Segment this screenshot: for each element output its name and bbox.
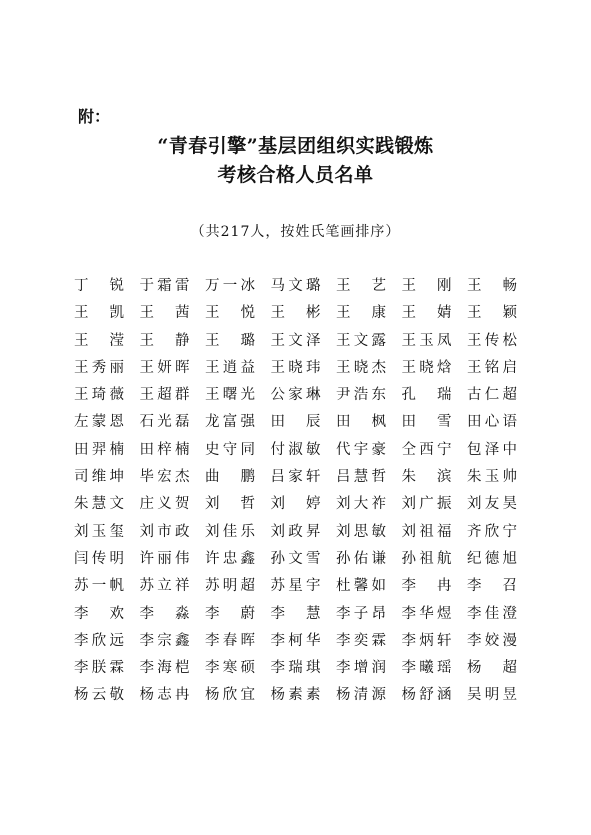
person-name: 司维坤 xyxy=(74,469,124,486)
person-name: 王 悦 xyxy=(205,305,255,322)
person-name: 王 婧 xyxy=(401,305,452,322)
person-name: 孙文雪 xyxy=(270,550,321,567)
person-name: 田 枫 xyxy=(336,414,386,431)
person-name: 李 淼 xyxy=(139,605,190,622)
person-name: 王 滢 xyxy=(74,332,124,349)
person-name: 李炳轩 xyxy=(401,632,452,649)
person-name: 闫传明 xyxy=(74,550,124,567)
person-name: 庄义贺 xyxy=(139,496,190,513)
person-name: 刘大祚 xyxy=(336,496,386,513)
person-name: 王晓玮 xyxy=(270,359,321,376)
person-name: 王 彬 xyxy=(270,305,321,322)
person-name: 王 畅 xyxy=(467,278,517,294)
person-name: 毕宏杰 xyxy=(139,469,190,486)
person-name: 刘广振 xyxy=(401,496,452,513)
person-name: 刘 婷 xyxy=(270,496,321,513)
person-name: 付淑敏 xyxy=(270,441,321,458)
person-name: 李寒硕 xyxy=(205,660,255,677)
person-name: 万一冰 xyxy=(205,278,255,294)
person-name: 田梓楠 xyxy=(139,441,190,458)
person-name: 苏立祥 xyxy=(139,578,190,595)
person-name: 田 雪 xyxy=(401,414,452,431)
person-name: 许丽伟 xyxy=(139,550,190,567)
person-name: 王 康 xyxy=(336,305,386,322)
person-name: 孙佑谦 xyxy=(336,550,386,567)
person-name: 齐欣宁 xyxy=(467,523,517,540)
person-name: 王 刚 xyxy=(401,278,452,294)
person-name: 吕慧哲 xyxy=(336,469,386,486)
person-name: 杜馨如 xyxy=(336,578,386,595)
person-name: 杨清源 xyxy=(336,687,386,704)
person-name: 公家琳 xyxy=(270,387,321,404)
person-name: 吕家轩 xyxy=(270,469,321,486)
person-name: 丁 锐 xyxy=(74,278,124,294)
person-name: 刘思敏 xyxy=(336,523,386,540)
person-name: 李佳澄 xyxy=(467,605,517,622)
person-name: 杨欣宜 xyxy=(205,687,255,704)
person-name: 王逍益 xyxy=(205,359,255,376)
person-name: 苏一帆 xyxy=(74,578,124,595)
person-name: 刘政昇 xyxy=(270,523,321,540)
person-name: 李欣远 xyxy=(74,632,124,649)
person-name: 史守同 xyxy=(205,441,255,458)
person-name: 王超群 xyxy=(139,387,190,404)
person-name: 李奕霖 xyxy=(336,632,386,649)
document-title-line-2: 考核合格人员名单 xyxy=(217,164,374,186)
person-name: 李华煜 xyxy=(401,605,452,622)
person-name: 刘玉玺 xyxy=(74,523,124,540)
person-name: 李 冉 xyxy=(401,578,452,595)
document-subtitle: （共217人，按姓氏笔画排序） xyxy=(190,224,401,240)
person-name: 孙祖航 xyxy=(401,550,452,567)
person-name: 曲 鹏 xyxy=(205,469,255,486)
person-name: 王秀丽 xyxy=(74,359,124,376)
document-title-line-1: “青春引擎”基层团组织实践锻炼 xyxy=(157,135,434,157)
person-name: 王文泽 xyxy=(270,332,321,349)
person-name: 古仁超 xyxy=(467,387,517,404)
person-name: 刘祖福 xyxy=(401,523,452,540)
person-name: 田 辰 xyxy=(270,414,321,431)
person-name: 王传松 xyxy=(467,332,517,349)
person-name: 王文露 xyxy=(336,332,386,349)
person-name: 王 艺 xyxy=(336,278,386,294)
person-name: 王 静 xyxy=(139,332,190,349)
person-name: 杨云敬 xyxy=(74,687,124,704)
person-name: 王玉凤 xyxy=(401,332,452,349)
person-name: 孔 瑞 xyxy=(401,387,452,404)
person-name: 苏星宇 xyxy=(270,578,321,595)
person-name: 朱玉帅 xyxy=(467,469,517,486)
person-name: 朱 滨 xyxy=(401,469,452,486)
attachment-label: 附： xyxy=(78,107,111,126)
person-name: 马文璐 xyxy=(270,278,321,294)
person-name: 李柯华 xyxy=(270,632,321,649)
person-name: 田羿楠 xyxy=(74,441,124,458)
person-name: 石光磊 xyxy=(139,414,190,431)
person-name: 刘市政 xyxy=(139,523,190,540)
person-name: 刘友昊 xyxy=(467,496,517,513)
person-name: 杨素素 xyxy=(270,687,321,704)
person-name: 李春晖 xyxy=(205,632,255,649)
person-name: 代宇豪 xyxy=(336,441,386,458)
person-name: 王 茜 xyxy=(139,305,190,322)
person-name: 尹浩东 xyxy=(336,387,386,404)
person-name: 左蒙恩 xyxy=(74,414,124,431)
person-name: 王晓杰 xyxy=(336,359,386,376)
person-name: 王铭启 xyxy=(467,359,517,376)
person-name: 李 蔚 xyxy=(205,605,255,622)
person-name: 吴明昱 xyxy=(467,687,517,704)
name-list xyxy=(74,276,533,713)
person-name: 杨志冉 xyxy=(139,687,190,704)
person-name: 纪德旭 xyxy=(467,550,517,567)
person-name: 许忠鑫 xyxy=(205,550,255,567)
person-name: 李瑞琪 xyxy=(270,660,321,677)
person-name: 李 慧 xyxy=(270,605,321,622)
person-name: 李曦瑶 xyxy=(401,660,452,677)
person-name: 杨 超 xyxy=(467,660,517,677)
person-name: 王妍晖 xyxy=(139,359,190,376)
person-name: 李宗鑫 xyxy=(139,632,190,649)
person-name: 王曙光 xyxy=(205,387,255,404)
person-name: 苏明超 xyxy=(205,578,255,595)
person-name: 王 凯 xyxy=(74,305,124,322)
person-name: 刘佳乐 xyxy=(205,523,255,540)
person-name: 李子昂 xyxy=(336,605,386,622)
person-name: 刘 哲 xyxy=(205,496,255,513)
person-name: 仝西宁 xyxy=(401,441,452,458)
person-name: 李增润 xyxy=(336,660,386,677)
person-name: 王晓焓 xyxy=(401,359,452,376)
person-name: 杨舒涵 xyxy=(401,687,452,704)
person-name: 于霜雷 xyxy=(139,278,190,294)
person-name: 朱慧文 xyxy=(74,496,124,513)
person-name: 李 欢 xyxy=(74,605,124,622)
person-name: 包泽中 xyxy=(467,441,517,458)
person-name: 田心语 xyxy=(467,414,517,431)
person-name: 王琦薇 xyxy=(74,387,124,404)
person-name: 王 颖 xyxy=(467,305,517,322)
person-name: 李朕霖 xyxy=(74,660,124,677)
person-name: 李 召 xyxy=(467,578,517,595)
person-name: 李姣漫 xyxy=(467,632,517,649)
person-name: 龙富强 xyxy=(205,414,255,431)
person-name: 李海桤 xyxy=(139,660,190,677)
person-name: 王 璐 xyxy=(205,332,255,349)
